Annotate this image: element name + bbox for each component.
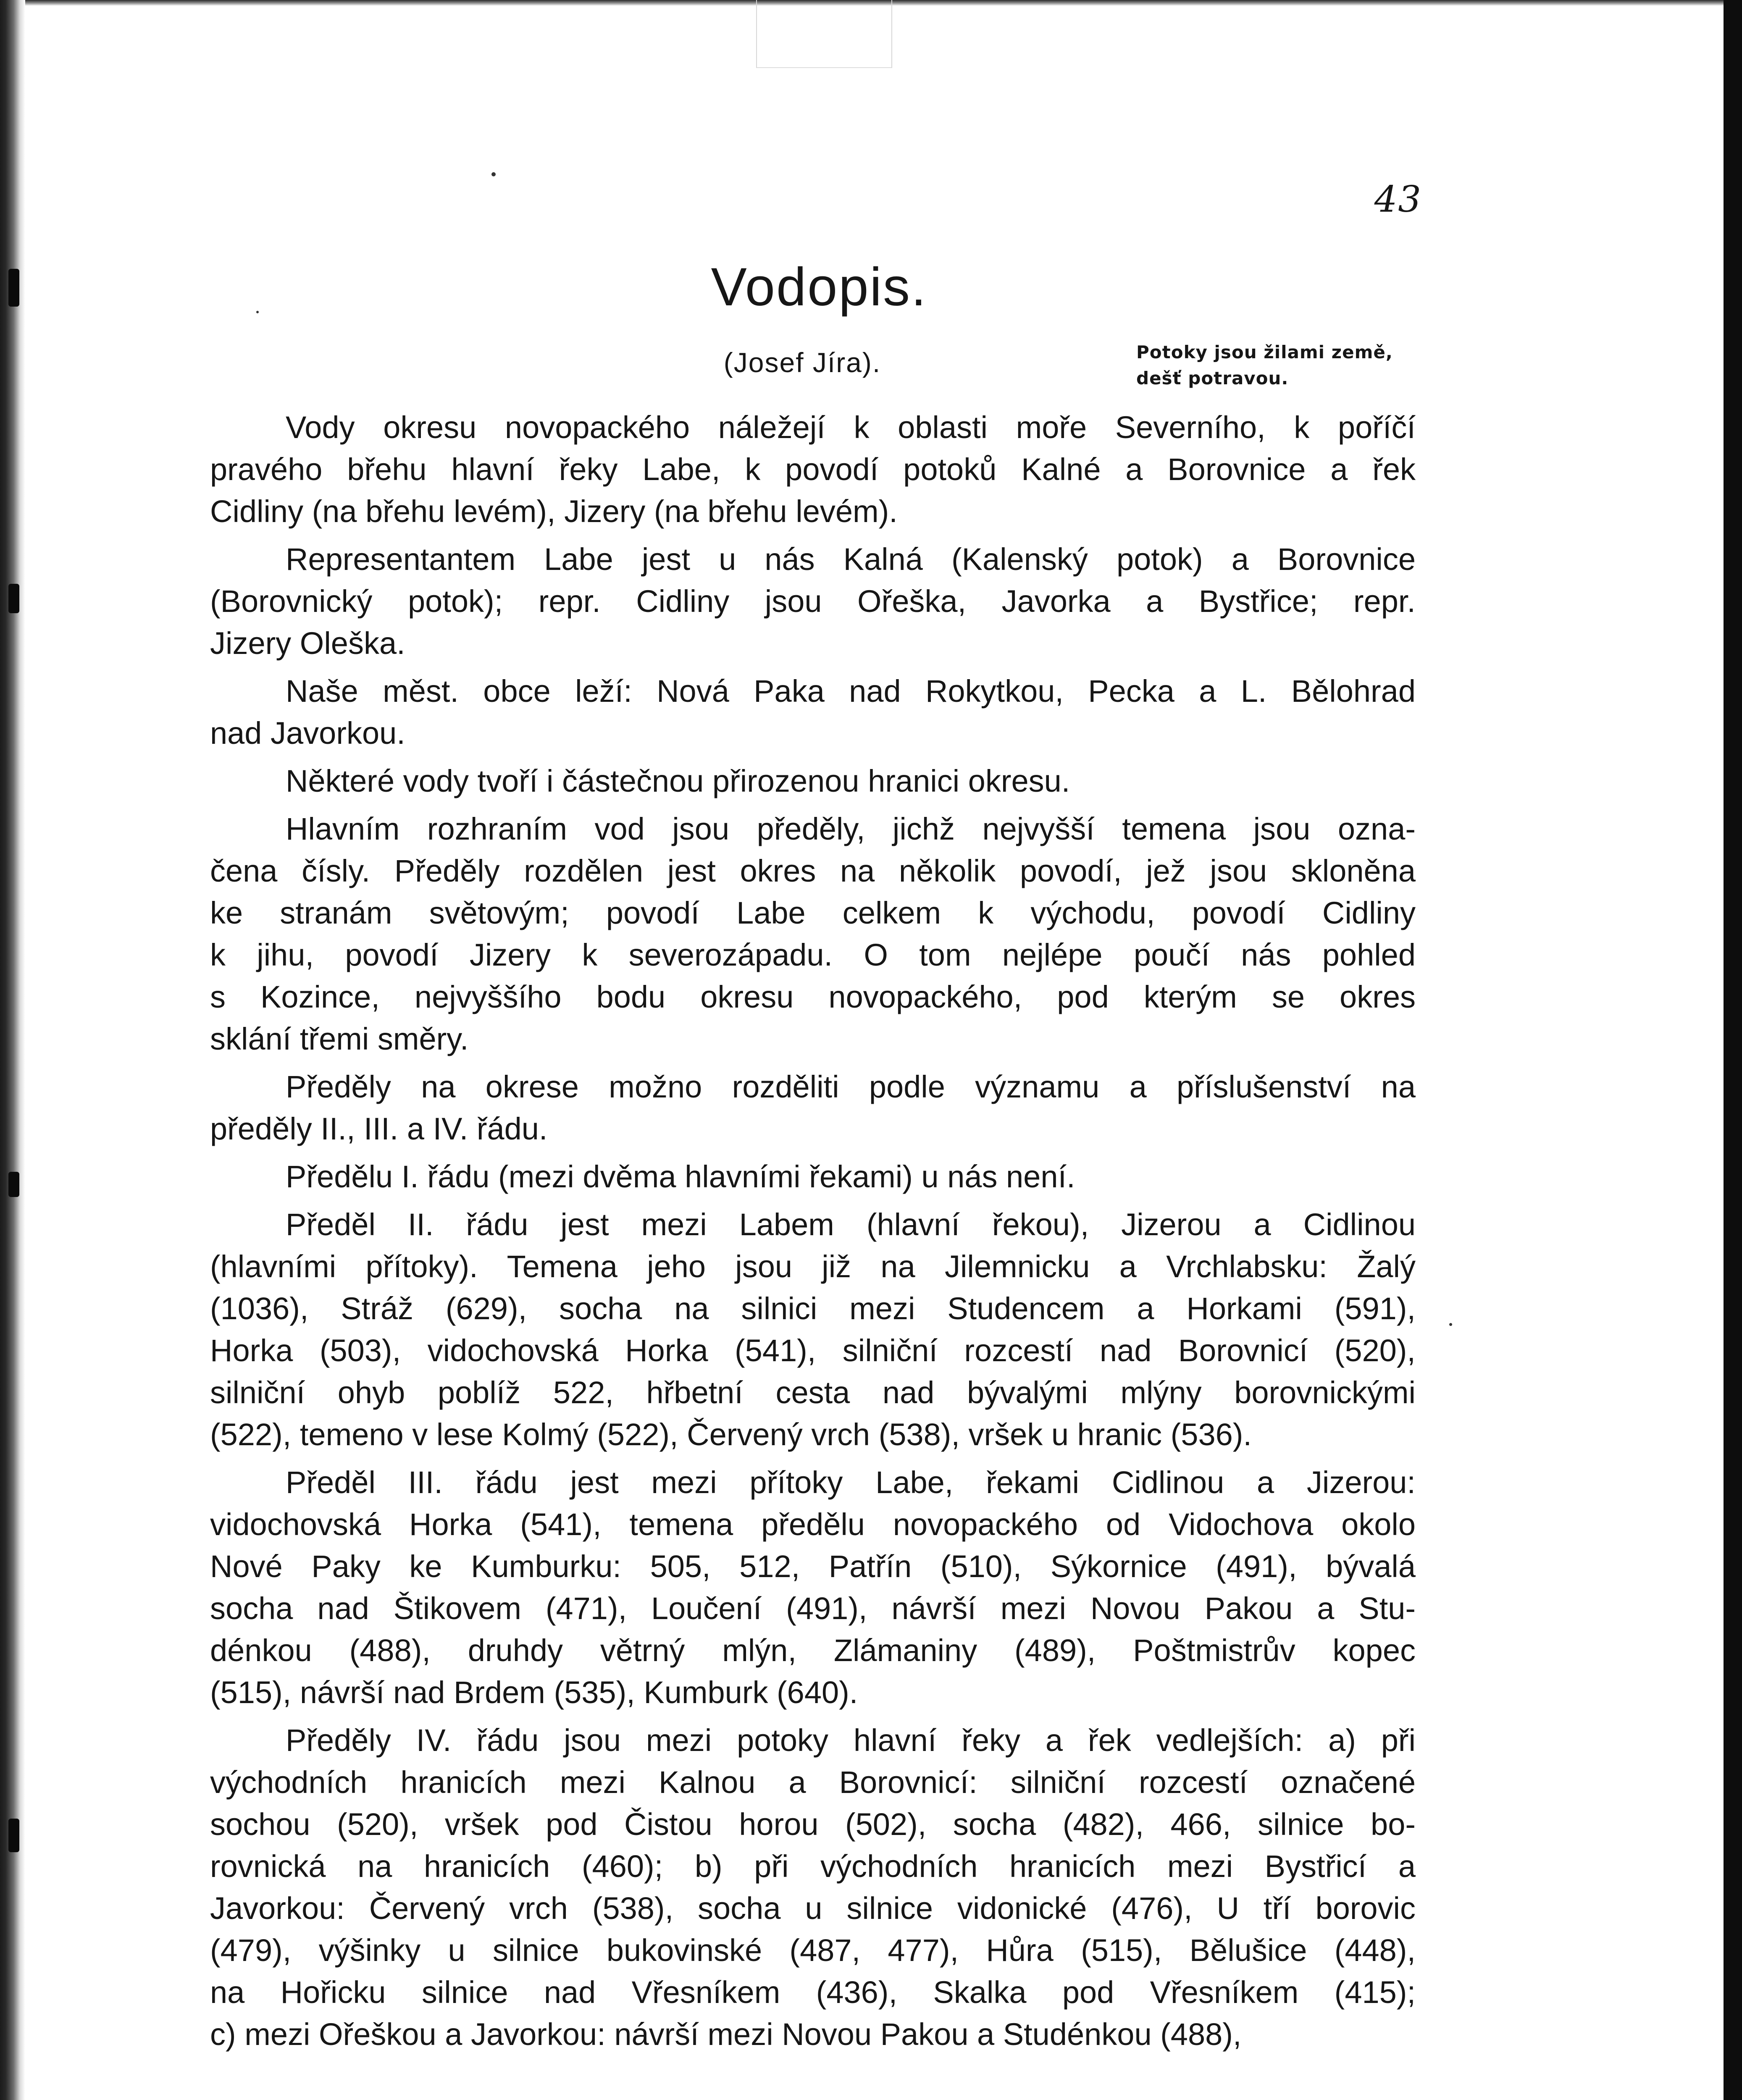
paper-fold-mark (756, 0, 892, 68)
text-line: ke stranám světovým; povodí Labe celkem k východu, povodí Cidliny (210, 895, 1416, 930)
binding-hole-mark (8, 1819, 19, 1852)
paragraph (210, 1204, 1416, 1456)
paragraph (210, 1156, 1416, 1198)
text-line: Předěl II. řádu jest mezi Labem (hlavní řekou), Jizerou a Cidlinou (286, 1207, 1416, 1242)
text-line: Jizery Oleška. (210, 626, 405, 661)
text-line: Nové Paky ke Kumburku: 505, 512, Patřín (510), Sýkornice (491), bývalá (210, 1549, 1416, 1584)
text-line: Representantem Labe jest u nás Kalná (Kalenský potok) a Borovnice (286, 542, 1416, 577)
text-line: socha nad Štikovem (471), Loučení (491), návrší mezi Novou Pakou a Stu- (210, 1591, 1416, 1626)
body-text (210, 407, 1416, 2061)
text-line: východních hranicích mezi Kalnou a Borovnicí: silniční rozcestí označené (210, 1765, 1416, 1800)
binding-hole-mark (8, 269, 19, 307)
text-line: Naše měst. obce leží: Nová Paka nad Rokytkou, Pecka a L. Bělohrad (286, 674, 1416, 709)
paragraph (210, 1719, 1416, 2055)
epigraph-line: Potoky jsou žilami země, (1136, 342, 1393, 362)
page-number: 43 (1374, 178, 1422, 220)
paragraph (210, 670, 1416, 754)
text-line: sklání třemi směry. (210, 1021, 469, 1056)
text-line: Javorkou: Červený vrch (538), socha u silnice vidonické (476), U tří borovic (210, 1891, 1416, 1926)
scan-speck (491, 172, 496, 176)
text-line: (515), návrší nad Brdem (535), Kumburk (640). (210, 1675, 858, 1710)
text-line: (1036), Stráž (629), socha na silnici mezi Studencem a Horkami (591), (210, 1291, 1416, 1326)
text-line: (522), temeno v lese Kolmý (522), Červený vrch (538), vršek u hranic (536). (210, 1417, 1252, 1452)
author-credit: (Josef Jíra). (723, 347, 881, 378)
paragraph (210, 760, 1416, 802)
paragraph (210, 407, 1416, 533)
text-line: Horka (503), vidochovská Horka (541), silniční rozcestí nad Borovnicí (520), (210, 1333, 1416, 1368)
text-line: čena čísly. Předěly rozdělen jest okres na několik povodí, jež jsou skloněna (210, 853, 1416, 888)
text-line: k jihu, povodí Jizery k severozápadu. O tom nejlépe poučí nás pohled (210, 937, 1416, 972)
text-line: c) mezi Ořeškou a Javorkou: návrší mezi Novou Pakou a Studénkou (488), (210, 2017, 1242, 2052)
text-line: sochou (520), vršek pod Čistou horou (502), socha (482), 466, silnice bo- (210, 1807, 1416, 1842)
paragraph (210, 1066, 1416, 1150)
epigraph-line: dešť potravou. (1136, 368, 1289, 388)
text-line: na Hořicku silnice nad Vřesníkem (436), Skalka pod Vřesníkem (415); (210, 1975, 1416, 2010)
paragraph (210, 808, 1416, 1060)
scan-edge-right (1724, 0, 1742, 2100)
paragraph (210, 538, 1416, 664)
text-line: dénkou (488), druhdy větrný mlýn, Zlámaniny (489), Poštmistrův kopec (210, 1633, 1416, 1668)
text-line: Některé vody tvoří i částečnou přirozenou hranici okresu. (286, 764, 1070, 798)
text-line: Předěl III. řádu jest mezi přítoky Labe, řekami Cidlinou a Jizerou: (286, 1465, 1416, 1500)
text-line: Předělu I. řádu (mezi dvěma hlavními řekami) u nás není. (286, 1159, 1075, 1194)
text-line: s Kozince, nejvyššího bodu okresu novopackého, pod kterým se okres (210, 979, 1416, 1014)
paragraph (210, 1462, 1416, 1714)
text-line: Předěly IV. řádu jsou mezi potoky hlavní řeky a řek vedlejších: a) při (286, 1723, 1416, 1758)
text-line: Cidliny (na břehu levém), Jizery (na břehu levém). (210, 494, 898, 529)
scan-speck (256, 311, 259, 313)
text-line: vidochovská Horka (541), temena předělu novopackého od Vidochova okolo (210, 1507, 1416, 1542)
text-line: rovnická na hranicích (460); b) při východních hranicích mezi Bystřicí a (210, 1849, 1416, 1884)
text-line: Vody okresu novopackého náležejí k oblasti moře Severního, k poříčí (286, 410, 1416, 445)
text-line: Hlavním rozhraním vod jsou předěly, jichž nejvyšší temena jsou ozna- (286, 811, 1416, 846)
page-title: Vodopis. (711, 257, 927, 317)
scan-edge-left (0, 0, 25, 2100)
binding-hole-mark (8, 1172, 19, 1197)
text-line: předěly II., III. a IV. řádu. (210, 1111, 548, 1146)
binding-hole-mark (8, 584, 19, 613)
epigraph (1136, 339, 1430, 391)
scan-speck (1449, 1323, 1452, 1326)
text-line: (Borovnický potok); repr. Cidliny jsou Ořeška, Javorka a Bystřice; repr. (210, 584, 1416, 619)
text-line: (479), výšinky u silnice bukovinské (487, 477), Hůra (515), Bělušice (448), (210, 1933, 1416, 1968)
text-line: nad Javorkou. (210, 716, 405, 751)
text-line: (hlavními přítoky). Temena jeho jsou již na Jilemnicku a Vrchlabsku: Žalý (210, 1249, 1416, 1284)
text-line: Předěly na okrese možno rozděliti podle významu a příslušenství na (286, 1069, 1416, 1104)
text-line: pravého břehu hlavní řeky Labe, k povodí potoků Kalné a Borovnice a řek (210, 452, 1416, 487)
text-line: silniční ohyb poblíž 522, hřbetní cesta nad bývalými mlýny borovnickými (210, 1375, 1416, 1410)
